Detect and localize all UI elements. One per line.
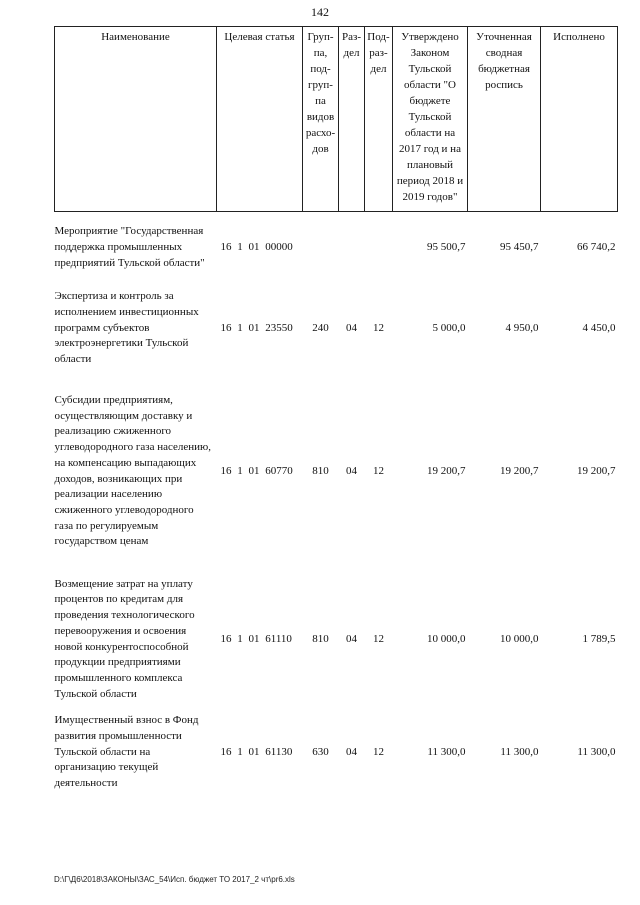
row-name: Экспертиза и контроль за исполнением инвестиционных программ субъектов электроэнергетики Тульской области [54,290,199,366]
budget-table [54,26,618,796]
header-executed: Исполнено [541,27,618,212]
row-subsection: 12 [373,745,384,758]
row-executed: 11 300,0 [577,745,616,758]
row-subsection: 12 [373,464,384,477]
row-refined: 19 200,7 [500,464,539,477]
row-section [339,212,365,284]
row-approved: 95 500,7 [427,240,466,253]
header-group: Груп-па, под-груп-па видов расхо-дов [303,27,339,212]
header-section: Раз-дел [339,27,365,212]
row-group: 630 [312,745,329,758]
row-refined: 10 000,0 [500,632,539,645]
page-number: 142 [311,5,329,19]
footer-file-path: D:\Г\Д6\2018\ЗАКОНЫ\ЗАС_54\Исп. бюджет ТО 2017_2 чт\pr6.xls [54,875,295,884]
row-section: 04 [346,632,357,645]
row-group [303,212,339,284]
row-code: 16 1 01 61110 [220,632,292,645]
row-subsection: 12 [373,632,384,645]
table-row [55,212,618,284]
row-executed: 66 740,2 [577,240,616,253]
row-subsection: 12 [373,321,384,334]
row-executed: 19 200,7 [577,464,616,477]
header-target: Целевая статья [217,27,303,212]
row-section: 04 [346,745,357,758]
header-approved: Утверждено Законом Тульской области "О бюджете Тульской области на 2017 год и на плановый период 2018 и 2019 годов" [393,27,468,212]
header-refined: Уточненная сводная бюджетная роспись [468,27,541,212]
row-approved: 11 300,0 [427,745,466,758]
table-row [55,710,618,796]
row-refined: 11 300,0 [500,745,539,758]
header-subsection: Под-раз-дел [365,27,393,212]
row-group: 810 [312,632,329,645]
table-row [55,570,618,710]
row-refined: 95 450,7 [500,240,539,253]
table-row [55,374,618,570]
row-approved: 10 000,0 [427,632,466,645]
row-section: 04 [346,321,357,334]
row-code: 16 1 01 61130 [220,745,293,758]
row-code: 16 1 01 60770 [220,464,293,477]
row-refined: 4 950,0 [505,321,539,334]
row-name: Имущественный взнос в Фонд развития промышленности Тульской области на организацию текущей деятельности [54,714,199,790]
table-header-row [55,27,618,212]
row-executed: 1 789,5 [582,632,616,645]
row-subsection [365,212,393,284]
row-code: 16 1 01 23550 [220,321,293,334]
row-name: Субсидии предприятиям, осуществляющим доставку и реализацию сжиженного углеводородного газа населению, на компенсацию выпадающих доходов, возникающих при реализации населению сжиженного углеводородного газа по регулируемым государством ценам [54,393,212,548]
header-name: Наименование [55,27,217,212]
row-name: Мероприятие "Государственная поддержка промышленных предприятий Тульской области" [54,225,205,269]
row-approved: 5 000,0 [432,321,466,334]
row-approved: 19 200,7 [427,464,466,477]
row-code: 16 1 01 00000 [220,240,293,253]
row-section: 04 [346,464,357,477]
row-group: 810 [312,464,329,477]
row-group: 240 [312,321,329,334]
table-row [55,284,618,374]
row-executed: 4 450,0 [582,321,616,334]
row-name: Возмещение затрат на уплату процентов по кредитам для проведения технологического перевооружения и освоения новой конкурентоспособной продукции предприятиями промышленного комплекса Тульской области [54,577,195,700]
